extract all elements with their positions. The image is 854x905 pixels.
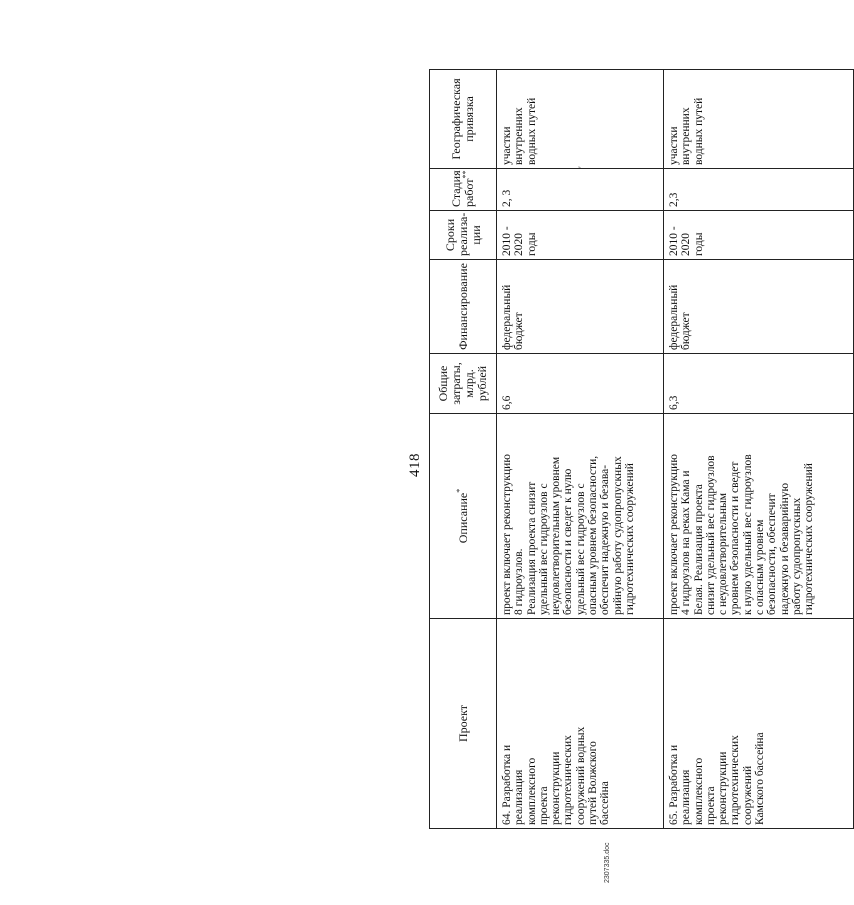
table-row: [664, 70, 854, 829]
project-name: Разработка и реализация комплексного проекта реконструкции гидротехнических сооружений Камского бассейна: [668, 732, 767, 825]
footer-document-code: 2307335.doc: [604, 842, 611, 883]
header-costs: Общие затраты, млрд. рублей: [430, 354, 497, 414]
project-name: Разработка и реализация комплексного проекта реконструкции гидротехнических сооружений водных путей Волжского бассейна: [501, 726, 612, 825]
header-project: Проект: [430, 619, 497, 829]
row-number: 65.: [668, 810, 680, 825]
table-header-row: [430, 70, 497, 829]
cell-description: проект включает реконструкцию 4 гидроузлов на реках Кама и Белая. Реализация проекта снизит удельный вес гидроузлов с неудовлетворительным уровнем безопасности и сведет к нулю удельный вес гидроузлов с опасным уровнем безопасности, обеспечит надежную и безаварийную работу судопропускных гидротехнических сооружений: [664, 414, 854, 619]
scan-mark: ′: [577, 166, 587, 168]
header-timing: Сроки реализа- ции: [430, 211, 497, 260]
row-number: 64.: [501, 810, 513, 825]
header-financing: Финансирование: [430, 260, 497, 354]
cell-financing: федеральный бюджет: [664, 260, 854, 354]
page-number: 418: [407, 453, 423, 477]
cell-stage: 2, 3: [497, 169, 664, 211]
header-description: Описание*: [430, 414, 497, 619]
cell-description: проект включает реконструкцию 8 гидроузлов. Реализация проекта снизит удельный вес гидроузлов с неудовлетворительным уровнем безопасности и сведет к нулю удельный вес гидроузлов с опасным уровнем безопасности, обеспечит надежную и безава- рийную работу судопропускных гидротехнических сооружений: [497, 414, 664, 619]
projects-table: [429, 69, 854, 829]
cell-timing: 2010 - 2020 годы: [664, 211, 854, 260]
cell-costs: 6,3: [664, 354, 854, 414]
cell-timing: 2010 - 2020 годы: [497, 211, 664, 260]
cell-project: [664, 619, 854, 829]
table-row: [497, 70, 664, 829]
stage-footnote-mark: **: [461, 170, 470, 179]
cell-costs: 6,6: [497, 354, 664, 414]
cell-project: [497, 619, 664, 829]
cell-financing: федеральный бюджет: [497, 260, 664, 354]
description-footnote-mark: *: [454, 488, 464, 493]
header-geography: Географическая привязка: [430, 70, 497, 169]
cell-stage: 2,3: [664, 169, 854, 211]
header-stage: Стадия работ**: [430, 169, 497, 211]
cell-geography: участки внутренних водных путей: [497, 70, 664, 169]
cell-geography: участки внутренних водных путей: [664, 70, 854, 169]
